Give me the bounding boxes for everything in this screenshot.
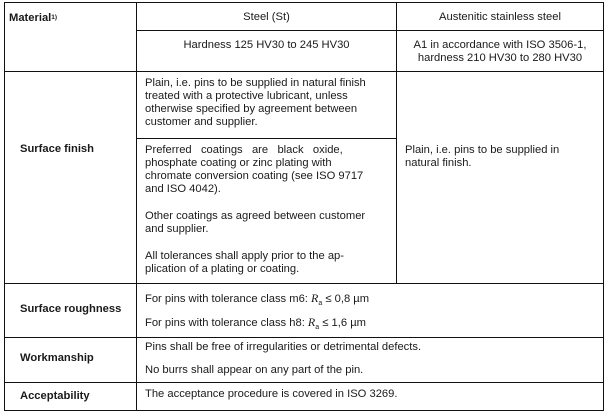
header-steel: Steel (St)	[243, 11, 290, 23]
row-divider-header	[136, 30, 604, 31]
coating-line: phosphate coating or zinc plating with	[145, 157, 332, 169]
surface-finish-label: Surface finish	[20, 143, 94, 155]
column-divider-label	[136, 2, 137, 411]
cell-divider-finish	[136, 138, 396, 139]
row-divider-finish	[4, 283, 604, 284]
stainless-finish-line: Plain, i.e. pins to be supplied in	[405, 144, 560, 156]
steel-plain-line: Plain, i.e. pins to be supplied in natural finish	[145, 77, 366, 89]
hardness-stainless-line2: hardness 210 HV30 to 280 HV30	[417, 52, 583, 64]
steel-plain-line: customer and supplier.	[145, 116, 258, 128]
workmanship-label: Workmanship	[20, 352, 94, 364]
roughness-subscript: a	[318, 300, 323, 308]
roughness-h8	[145, 316, 366, 334]
other-coatings-line: and supplier.	[145, 223, 209, 235]
tolerance-line: All tolerances shall apply prior to the ap-	[145, 250, 344, 262]
roughness-m6-prefix: For pins with tolerance class m6:	[145, 293, 312, 305]
steel-plain-line: otherwise specified by agreement between	[145, 103, 358, 115]
table-border-top	[4, 2, 604, 3]
roughness-h8-value: ≤ 1,6 µm	[319, 317, 366, 329]
material-footnote-marker: 1)	[51, 14, 58, 21]
table-border-right	[603, 2, 604, 411]
header-material-label	[9, 12, 57, 25]
tolerance-line: plication of a plating or coating.	[145, 263, 300, 275]
steel-plain-line: treated with a protective lubricant, unless	[145, 90, 348, 102]
row-divider-roughness	[4, 337, 604, 338]
header-stainless: Austenitic stainless steel	[439, 11, 561, 23]
hardness-stainless-line1: A1 in accordance with ISO 3506-1,	[413, 39, 587, 51]
roughness-symbol: R	[311, 291, 319, 305]
coating-line: and ISO 4042).	[145, 183, 221, 195]
row-divider-hardness	[4, 71, 604, 72]
stainless-finish-line: natural finish.	[405, 157, 472, 169]
table-border-bottom	[4, 410, 604, 411]
acceptability-text: The acceptance procedure is covered in ISO 3269.	[145, 388, 398, 400]
coating-line: Preferred coatings are black oxide,	[145, 144, 343, 156]
roughness-subscript: a	[315, 324, 320, 332]
roughness-m6-value: ≤ 0,8 µm	[322, 293, 370, 305]
other-coatings-line: Other coatings as agreed between customer	[145, 210, 366, 222]
material-label-text: Material	[9, 12, 52, 24]
surface-roughness-label: Surface roughness	[20, 303, 122, 315]
hardness-steel: Hardness 125 HV30 to 245 HV30	[183, 39, 350, 51]
workmanship-line: No burrs shall appear on any part of the pin.	[145, 364, 364, 376]
roughness-symbol: R	[307, 315, 316, 329]
acceptability-label: Acceptability	[20, 390, 90, 402]
workmanship-line: Pins shall be free of irregularities or detrimental defects.	[145, 341, 422, 353]
roughness-m6	[145, 292, 369, 310]
roughness-h8-prefix: For pins with tolerance class h8:	[145, 317, 308, 329]
table-border-left	[4, 2, 5, 411]
row-divider-workmanship	[4, 382, 604, 383]
coating-line: chromate conversion coating (see ISO 9717	[145, 170, 364, 182]
specification-table	[4, 2, 604, 411]
